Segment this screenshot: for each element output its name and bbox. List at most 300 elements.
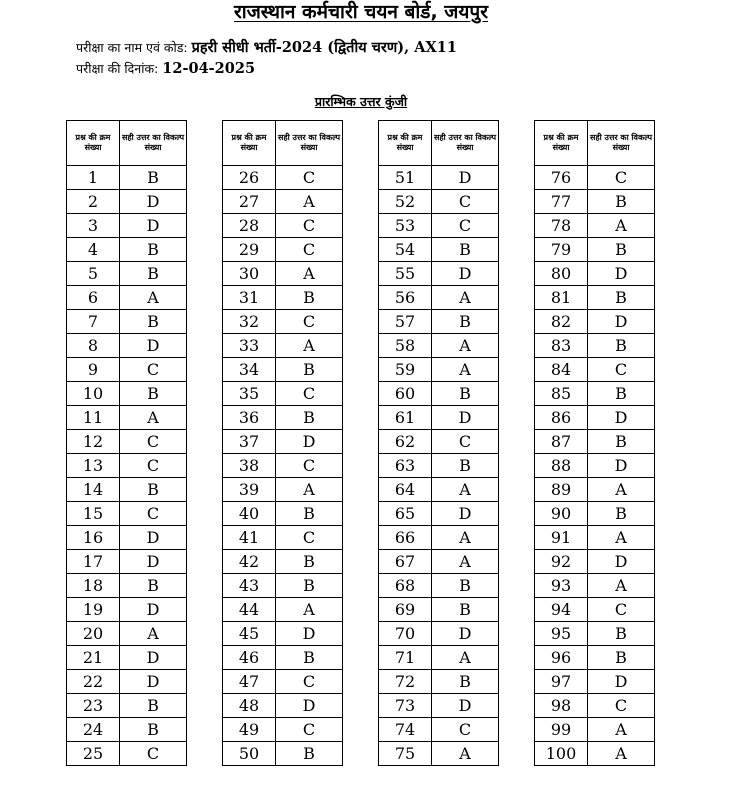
question-number: 32 bbox=[223, 310, 276, 334]
table-row bbox=[379, 502, 499, 526]
answer-option: D bbox=[432, 166, 499, 190]
table-row bbox=[379, 670, 499, 694]
table-row bbox=[379, 574, 499, 598]
table-row bbox=[67, 646, 187, 670]
answer-option: A bbox=[588, 214, 655, 238]
answer-option: C bbox=[432, 214, 499, 238]
answer-option: D bbox=[588, 454, 655, 478]
question-number: 65 bbox=[379, 502, 432, 526]
question-number: 61 bbox=[379, 406, 432, 430]
answer-option: D bbox=[120, 670, 187, 694]
table-row bbox=[535, 286, 655, 310]
table-row bbox=[223, 262, 343, 286]
table-row bbox=[67, 214, 187, 238]
question-number: 64 bbox=[379, 478, 432, 502]
table-row bbox=[67, 670, 187, 694]
answer-option: C bbox=[276, 166, 343, 190]
answer-option: C bbox=[120, 358, 187, 382]
question-number: 70 bbox=[379, 622, 432, 646]
table-row bbox=[223, 214, 343, 238]
answer-option: B bbox=[588, 502, 655, 526]
table-row bbox=[535, 526, 655, 550]
table-row bbox=[379, 550, 499, 574]
table-row bbox=[223, 238, 343, 262]
answer-option: B bbox=[120, 262, 187, 286]
answer-option: C bbox=[588, 166, 655, 190]
question-number: 29 bbox=[223, 238, 276, 262]
question-number: 92 bbox=[535, 550, 588, 574]
question-number: 17 bbox=[67, 550, 120, 574]
answer-option: B bbox=[120, 238, 187, 262]
answer-option: A bbox=[276, 334, 343, 358]
answer-option: B bbox=[588, 238, 655, 262]
answer-option: B bbox=[276, 742, 343, 766]
table-row bbox=[223, 670, 343, 694]
table-row bbox=[67, 550, 187, 574]
table-header-row bbox=[67, 121, 187, 166]
table-row bbox=[67, 334, 187, 358]
answer-option: D bbox=[276, 622, 343, 646]
answer-option: B bbox=[276, 406, 343, 430]
question-number: 27 bbox=[223, 190, 276, 214]
question-number: 25 bbox=[67, 742, 120, 766]
answer-option: B bbox=[120, 718, 187, 742]
table-row bbox=[67, 310, 187, 334]
question-number: 34 bbox=[223, 358, 276, 382]
question-number-header: प्रश्न की क्रम संख्या bbox=[379, 121, 432, 166]
table-row bbox=[223, 694, 343, 718]
question-number: 66 bbox=[379, 526, 432, 550]
table-row bbox=[535, 382, 655, 406]
table-row bbox=[223, 550, 343, 574]
answer-option: B bbox=[588, 622, 655, 646]
table-row bbox=[379, 478, 499, 502]
answer-option: B bbox=[276, 502, 343, 526]
table-row bbox=[379, 406, 499, 430]
question-number: 79 bbox=[535, 238, 588, 262]
table-row bbox=[223, 382, 343, 406]
answer-option: B bbox=[276, 358, 343, 382]
exam-name-label: परीक्षा का नाम एवं कोड: bbox=[76, 40, 188, 55]
table-row bbox=[379, 598, 499, 622]
table-row bbox=[379, 454, 499, 478]
table-row bbox=[67, 502, 187, 526]
question-number: 95 bbox=[535, 622, 588, 646]
table-row bbox=[535, 238, 655, 262]
table-row bbox=[67, 382, 187, 406]
question-number: 50 bbox=[223, 742, 276, 766]
question-number: 37 bbox=[223, 430, 276, 454]
answer-option: C bbox=[276, 670, 343, 694]
table-row bbox=[379, 262, 499, 286]
exam-date-value: 12-04-2025 bbox=[162, 60, 256, 77]
question-number: 2 bbox=[67, 190, 120, 214]
question-number-header: प्रश्न की क्रम संख्या bbox=[223, 121, 276, 166]
table-row bbox=[67, 406, 187, 430]
question-number: 87 bbox=[535, 430, 588, 454]
table-row bbox=[379, 310, 499, 334]
table-row bbox=[223, 742, 343, 766]
question-number: 98 bbox=[535, 694, 588, 718]
answer-option: D bbox=[432, 694, 499, 718]
question-number: 19 bbox=[67, 598, 120, 622]
table-row bbox=[379, 214, 499, 238]
answer-option: B bbox=[432, 670, 499, 694]
question-number: 39 bbox=[223, 478, 276, 502]
question-number: 13 bbox=[67, 454, 120, 478]
question-number: 58 bbox=[379, 334, 432, 358]
answer-option: B bbox=[432, 454, 499, 478]
answer-option: B bbox=[120, 310, 187, 334]
question-number: 41 bbox=[223, 526, 276, 550]
table-row bbox=[535, 622, 655, 646]
question-number: 100 bbox=[535, 742, 588, 766]
question-number: 59 bbox=[379, 358, 432, 382]
question-number: 78 bbox=[535, 214, 588, 238]
question-number: 49 bbox=[223, 718, 276, 742]
table-row bbox=[379, 646, 499, 670]
table-row bbox=[379, 334, 499, 358]
question-number: 51 bbox=[379, 166, 432, 190]
question-number: 6 bbox=[67, 286, 120, 310]
table-row bbox=[223, 430, 343, 454]
question-number: 91 bbox=[535, 526, 588, 550]
question-number: 57 bbox=[379, 310, 432, 334]
answer-option: D bbox=[120, 214, 187, 238]
answer-option: A bbox=[432, 646, 499, 670]
question-number: 67 bbox=[379, 550, 432, 574]
answer-option: D bbox=[120, 334, 187, 358]
question-number: 52 bbox=[379, 190, 432, 214]
answer-option: D bbox=[432, 406, 499, 430]
answer-option: A bbox=[120, 406, 187, 430]
question-number: 82 bbox=[535, 310, 588, 334]
answer-option: C bbox=[276, 454, 343, 478]
question-number: 77 bbox=[535, 190, 588, 214]
table-row bbox=[379, 430, 499, 454]
table-row bbox=[67, 526, 187, 550]
table-row bbox=[67, 262, 187, 286]
question-number: 56 bbox=[379, 286, 432, 310]
question-number: 28 bbox=[223, 214, 276, 238]
question-number: 73 bbox=[379, 694, 432, 718]
question-number: 40 bbox=[223, 502, 276, 526]
question-number: 33 bbox=[223, 334, 276, 358]
answer-option: C bbox=[432, 190, 499, 214]
exam-date-line bbox=[76, 60, 255, 78]
question-number: 26 bbox=[223, 166, 276, 190]
answer-option: B bbox=[120, 382, 187, 406]
question-number: 89 bbox=[535, 478, 588, 502]
answer-option: B bbox=[432, 382, 499, 406]
table-row bbox=[535, 574, 655, 598]
answer-option: A bbox=[432, 334, 499, 358]
table-row bbox=[535, 406, 655, 430]
table-row bbox=[535, 718, 655, 742]
table-row bbox=[379, 742, 499, 766]
question-number: 18 bbox=[67, 574, 120, 598]
question-number: 7 bbox=[67, 310, 120, 334]
answer-option: D bbox=[588, 550, 655, 574]
answer-option: A bbox=[120, 622, 187, 646]
question-number: 76 bbox=[535, 166, 588, 190]
answer-option: C bbox=[276, 310, 343, 334]
answer-option: D bbox=[432, 622, 499, 646]
exam-name-line bbox=[76, 39, 457, 57]
question-number: 3 bbox=[67, 214, 120, 238]
answer-option: D bbox=[588, 406, 655, 430]
table-row bbox=[535, 334, 655, 358]
answer-option: B bbox=[120, 694, 187, 718]
question-number: 63 bbox=[379, 454, 432, 478]
answer-option: B bbox=[120, 166, 187, 190]
answer-option: A bbox=[588, 574, 655, 598]
question-number: 16 bbox=[67, 526, 120, 550]
answer-option: D bbox=[588, 310, 655, 334]
answer-option: D bbox=[120, 598, 187, 622]
answer-option: A bbox=[588, 526, 655, 550]
question-number: 8 bbox=[67, 334, 120, 358]
answer-option: A bbox=[588, 718, 655, 742]
question-number: 85 bbox=[535, 382, 588, 406]
table-row bbox=[379, 166, 499, 190]
question-number: 5 bbox=[67, 262, 120, 286]
table-row bbox=[223, 598, 343, 622]
question-number: 14 bbox=[67, 478, 120, 502]
exam-date-label: परीक्षा की दिनांक: bbox=[76, 61, 159, 76]
answer-option: B bbox=[276, 550, 343, 574]
question-number: 53 bbox=[379, 214, 432, 238]
answer-option: D bbox=[276, 694, 343, 718]
question-number: 99 bbox=[535, 718, 588, 742]
answer-option: D bbox=[588, 262, 655, 286]
answer-option: A bbox=[276, 598, 343, 622]
table-row bbox=[67, 718, 187, 742]
question-number: 38 bbox=[223, 454, 276, 478]
answer-option: C bbox=[120, 742, 187, 766]
answer-table-1 bbox=[66, 120, 187, 766]
table-row bbox=[223, 406, 343, 430]
table-row bbox=[223, 166, 343, 190]
answer-option: B bbox=[276, 646, 343, 670]
answer-option: A bbox=[276, 190, 343, 214]
question-number: 62 bbox=[379, 430, 432, 454]
answer-table-2 bbox=[222, 120, 343, 766]
answer-option-header: सही उत्तर का विकल्प संख्या bbox=[432, 121, 499, 166]
question-number: 90 bbox=[535, 502, 588, 526]
answer-option: B bbox=[588, 646, 655, 670]
question-number: 69 bbox=[379, 598, 432, 622]
table-row bbox=[223, 478, 343, 502]
question-number: 10 bbox=[67, 382, 120, 406]
answer-option-header: सही उत्तर का विकल्प संख्या bbox=[120, 121, 187, 166]
question-number: 68 bbox=[379, 574, 432, 598]
table-row bbox=[535, 670, 655, 694]
question-number: 44 bbox=[223, 598, 276, 622]
answer-option: B bbox=[432, 310, 499, 334]
board-title bbox=[0, 0, 722, 24]
answer-option: C bbox=[120, 454, 187, 478]
question-number: 35 bbox=[223, 382, 276, 406]
question-number: 88 bbox=[535, 454, 588, 478]
question-number: 1 bbox=[67, 166, 120, 190]
answer-option: C bbox=[276, 718, 343, 742]
board-title-text: राजस्थान कर्मचारी चयन बोर्ड, जयपुर bbox=[234, 1, 488, 23]
table-row bbox=[67, 238, 187, 262]
table-row bbox=[379, 238, 499, 262]
answer-option: A bbox=[276, 262, 343, 286]
table-row bbox=[379, 526, 499, 550]
table-row bbox=[223, 454, 343, 478]
table-row bbox=[379, 718, 499, 742]
table-row bbox=[379, 358, 499, 382]
answer-table-3 bbox=[378, 120, 499, 766]
answer-option: B bbox=[588, 190, 655, 214]
question-number: 4 bbox=[67, 238, 120, 262]
table-row bbox=[223, 310, 343, 334]
answer-option: B bbox=[120, 574, 187, 598]
answer-option: D bbox=[588, 670, 655, 694]
answer-option: A bbox=[432, 526, 499, 550]
question-number: 36 bbox=[223, 406, 276, 430]
table-row bbox=[67, 430, 187, 454]
table-row bbox=[535, 358, 655, 382]
answer-option: A bbox=[432, 742, 499, 766]
table-row bbox=[535, 190, 655, 214]
answer-option: C bbox=[120, 430, 187, 454]
question-number: 54 bbox=[379, 238, 432, 262]
table-row bbox=[535, 262, 655, 286]
answer-option: B bbox=[588, 430, 655, 454]
answer-option-header: सही उत्तर का विकल्प संख्या bbox=[588, 121, 655, 166]
table-row bbox=[535, 166, 655, 190]
question-number: 96 bbox=[535, 646, 588, 670]
question-number: 97 bbox=[535, 670, 588, 694]
answer-option-header: सही उत्तर का विकल्प संख्या bbox=[276, 121, 343, 166]
question-number: 71 bbox=[379, 646, 432, 670]
question-number: 80 bbox=[535, 262, 588, 286]
table-row bbox=[535, 502, 655, 526]
question-number: 42 bbox=[223, 550, 276, 574]
table-row bbox=[223, 718, 343, 742]
table-row bbox=[67, 454, 187, 478]
answer-option: C bbox=[588, 694, 655, 718]
table-row bbox=[67, 694, 187, 718]
question-number: 81 bbox=[535, 286, 588, 310]
table-row bbox=[223, 502, 343, 526]
answer-option: A bbox=[432, 286, 499, 310]
answer-option: A bbox=[432, 550, 499, 574]
table-row bbox=[67, 358, 187, 382]
question-number: 23 bbox=[67, 694, 120, 718]
question-number: 22 bbox=[67, 670, 120, 694]
table-row bbox=[223, 646, 343, 670]
table-row bbox=[535, 310, 655, 334]
table-row bbox=[535, 694, 655, 718]
answer-option: A bbox=[120, 286, 187, 310]
answer-option: B bbox=[588, 286, 655, 310]
answer-option: C bbox=[276, 382, 343, 406]
answer-option: A bbox=[276, 478, 343, 502]
question-number: 43 bbox=[223, 574, 276, 598]
question-number: 83 bbox=[535, 334, 588, 358]
question-number: 24 bbox=[67, 718, 120, 742]
answer-option: D bbox=[276, 430, 343, 454]
question-number: 48 bbox=[223, 694, 276, 718]
answer-option: B bbox=[588, 334, 655, 358]
answer-option: B bbox=[588, 382, 655, 406]
table-row bbox=[67, 478, 187, 502]
question-number: 93 bbox=[535, 574, 588, 598]
table-row bbox=[223, 190, 343, 214]
answer-option: C bbox=[588, 598, 655, 622]
question-number: 86 bbox=[535, 406, 588, 430]
question-number: 55 bbox=[379, 262, 432, 286]
answer-option: D bbox=[120, 190, 187, 214]
answer-option: B bbox=[120, 478, 187, 502]
table-row bbox=[67, 574, 187, 598]
question-number: 94 bbox=[535, 598, 588, 622]
answer-option: A bbox=[432, 358, 499, 382]
question-number: 15 bbox=[67, 502, 120, 526]
answer-option: B bbox=[432, 574, 499, 598]
question-number: 21 bbox=[67, 646, 120, 670]
table-row bbox=[223, 622, 343, 646]
question-number: 31 bbox=[223, 286, 276, 310]
answer-option: B bbox=[432, 238, 499, 262]
table-header-row bbox=[379, 121, 499, 166]
table-header-row bbox=[223, 121, 343, 166]
table-row bbox=[223, 358, 343, 382]
table-row bbox=[67, 598, 187, 622]
question-number: 47 bbox=[223, 670, 276, 694]
question-number: 60 bbox=[379, 382, 432, 406]
table-row bbox=[535, 646, 655, 670]
answer-option: A bbox=[588, 742, 655, 766]
question-number: 11 bbox=[67, 406, 120, 430]
answer-option: C bbox=[276, 214, 343, 238]
table-row bbox=[67, 286, 187, 310]
table-row bbox=[67, 742, 187, 766]
answer-option: A bbox=[432, 478, 499, 502]
answer-option: B bbox=[276, 574, 343, 598]
question-number-header: प्रश्न की क्रम संख्या bbox=[535, 121, 588, 166]
table-row bbox=[379, 694, 499, 718]
question-number: 9 bbox=[67, 358, 120, 382]
question-number: 20 bbox=[67, 622, 120, 646]
table-row bbox=[535, 550, 655, 574]
table-row bbox=[379, 622, 499, 646]
table-row bbox=[379, 286, 499, 310]
table-row bbox=[67, 166, 187, 190]
table-row bbox=[223, 574, 343, 598]
answer-option: B bbox=[432, 598, 499, 622]
question-number: 74 bbox=[379, 718, 432, 742]
table-row bbox=[223, 526, 343, 550]
table-header-row bbox=[535, 121, 655, 166]
answer-option: C bbox=[432, 430, 499, 454]
table-row bbox=[535, 430, 655, 454]
answer-option: D bbox=[120, 526, 187, 550]
answer-option: C bbox=[276, 526, 343, 550]
answer-option: D bbox=[120, 550, 187, 574]
table-row bbox=[67, 190, 187, 214]
table-row bbox=[535, 454, 655, 478]
question-number-header: प्रश्न की क्रम संख्या bbox=[67, 121, 120, 166]
table-row bbox=[223, 334, 343, 358]
answer-option: D bbox=[432, 262, 499, 286]
answer-table-4 bbox=[534, 120, 655, 766]
